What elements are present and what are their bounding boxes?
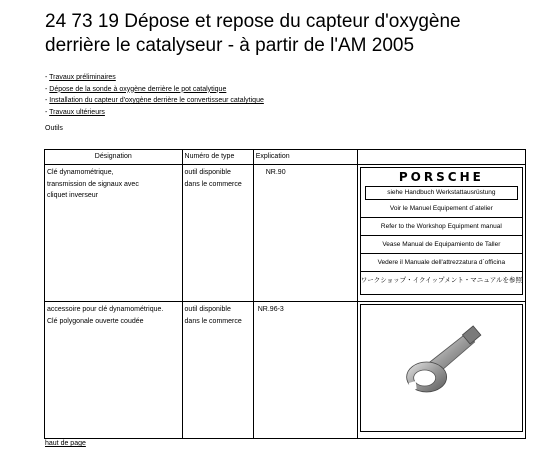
porsche-logo: PORSCHE xyxy=(398,170,484,184)
link-row: - Dépose de la sonde à oxygène derrière le pot catalytique xyxy=(45,85,227,93)
cell-line: transmission de signaux avec xyxy=(47,180,139,188)
link-travaux-preliminaires[interactable]: Travaux préliminaires xyxy=(49,74,116,81)
cell-numero xyxy=(182,165,253,302)
link-depose-sonde[interactable]: Dépose de la sonde à oxygène derrière le pot catalytique xyxy=(49,85,227,93)
header-designation: Désignation xyxy=(45,150,183,165)
cell-numero xyxy=(182,302,253,439)
tool-image-frame xyxy=(360,304,523,432)
manual-line: Vease Manual de Equipamiento de Taller xyxy=(361,235,522,253)
table-row xyxy=(45,165,526,302)
header-numero xyxy=(182,150,253,165)
header-numero-text: Numéro de type xyxy=(184,153,235,160)
cell-image xyxy=(357,165,525,302)
table-row xyxy=(45,302,526,439)
header-explication-text: Explication xyxy=(255,153,290,160)
open-ring-wrench-image xyxy=(361,305,522,431)
cell-line: dans le commerce xyxy=(184,180,242,188)
cell-line: outil disponible xyxy=(184,169,231,176)
header-image xyxy=(357,150,525,165)
cell-text: NR.90 xyxy=(265,169,286,176)
cell-line: Clé polygonale ouverte coudée xyxy=(47,317,144,325)
cell-line: outil disponible xyxy=(184,306,231,313)
page-title: 24 73 19 Dépose et repose du capteur d'oxygène derrière le catalyseur - à partir de l'AM 2005 xyxy=(45,11,461,56)
manual-line: Voir le Manuel Equipement d´atelier xyxy=(389,205,493,212)
manual-line: Vedere il Manuale dell'attrezzatura d´officina xyxy=(361,253,522,271)
link-travaux-ulterieurs[interactable]: Travaux ultérieurs xyxy=(49,108,105,116)
cell-line: dans le commerce xyxy=(184,317,242,325)
link-row: - Installation du capteur d'oxygène derrière le convertisseur catalytique xyxy=(45,97,264,104)
outils-label: Outils xyxy=(45,125,63,132)
section-links xyxy=(45,72,264,118)
cell-line: accessoire pour clé dynamométrique. xyxy=(47,306,164,313)
manual-line: ワークショップ・イクイップメント・マニュアルを参照 xyxy=(361,271,522,289)
cell-explication xyxy=(253,302,357,439)
cell-designation xyxy=(45,302,183,439)
link-row: - Travaux préliminaires xyxy=(45,74,116,81)
footer xyxy=(45,440,86,447)
manual-line: Refer to the Workshop Equipment manual xyxy=(361,217,522,235)
cell-image xyxy=(357,302,525,439)
back-to-top-link[interactable]: haut de page xyxy=(45,440,86,447)
cell-text: NR.96-3 xyxy=(257,306,284,313)
link-row: - Travaux ultérieurs xyxy=(45,108,105,116)
header-explication xyxy=(253,150,357,165)
manual-line: siehe Handbuch Werkstattausrüstung xyxy=(365,186,518,200)
cell-explication xyxy=(253,165,357,302)
cell-line: Clé dynamométrique, xyxy=(47,169,114,176)
table-header-row xyxy=(45,150,526,165)
link-installation-capteur[interactable]: Installation du capteur d'oxygène derrière le convertisseur catalytique xyxy=(49,97,264,104)
cell-line: cliquet inverseur xyxy=(47,192,98,199)
cell-designation xyxy=(45,165,183,302)
tools-table xyxy=(44,149,526,439)
manual-reference-box xyxy=(360,167,523,295)
